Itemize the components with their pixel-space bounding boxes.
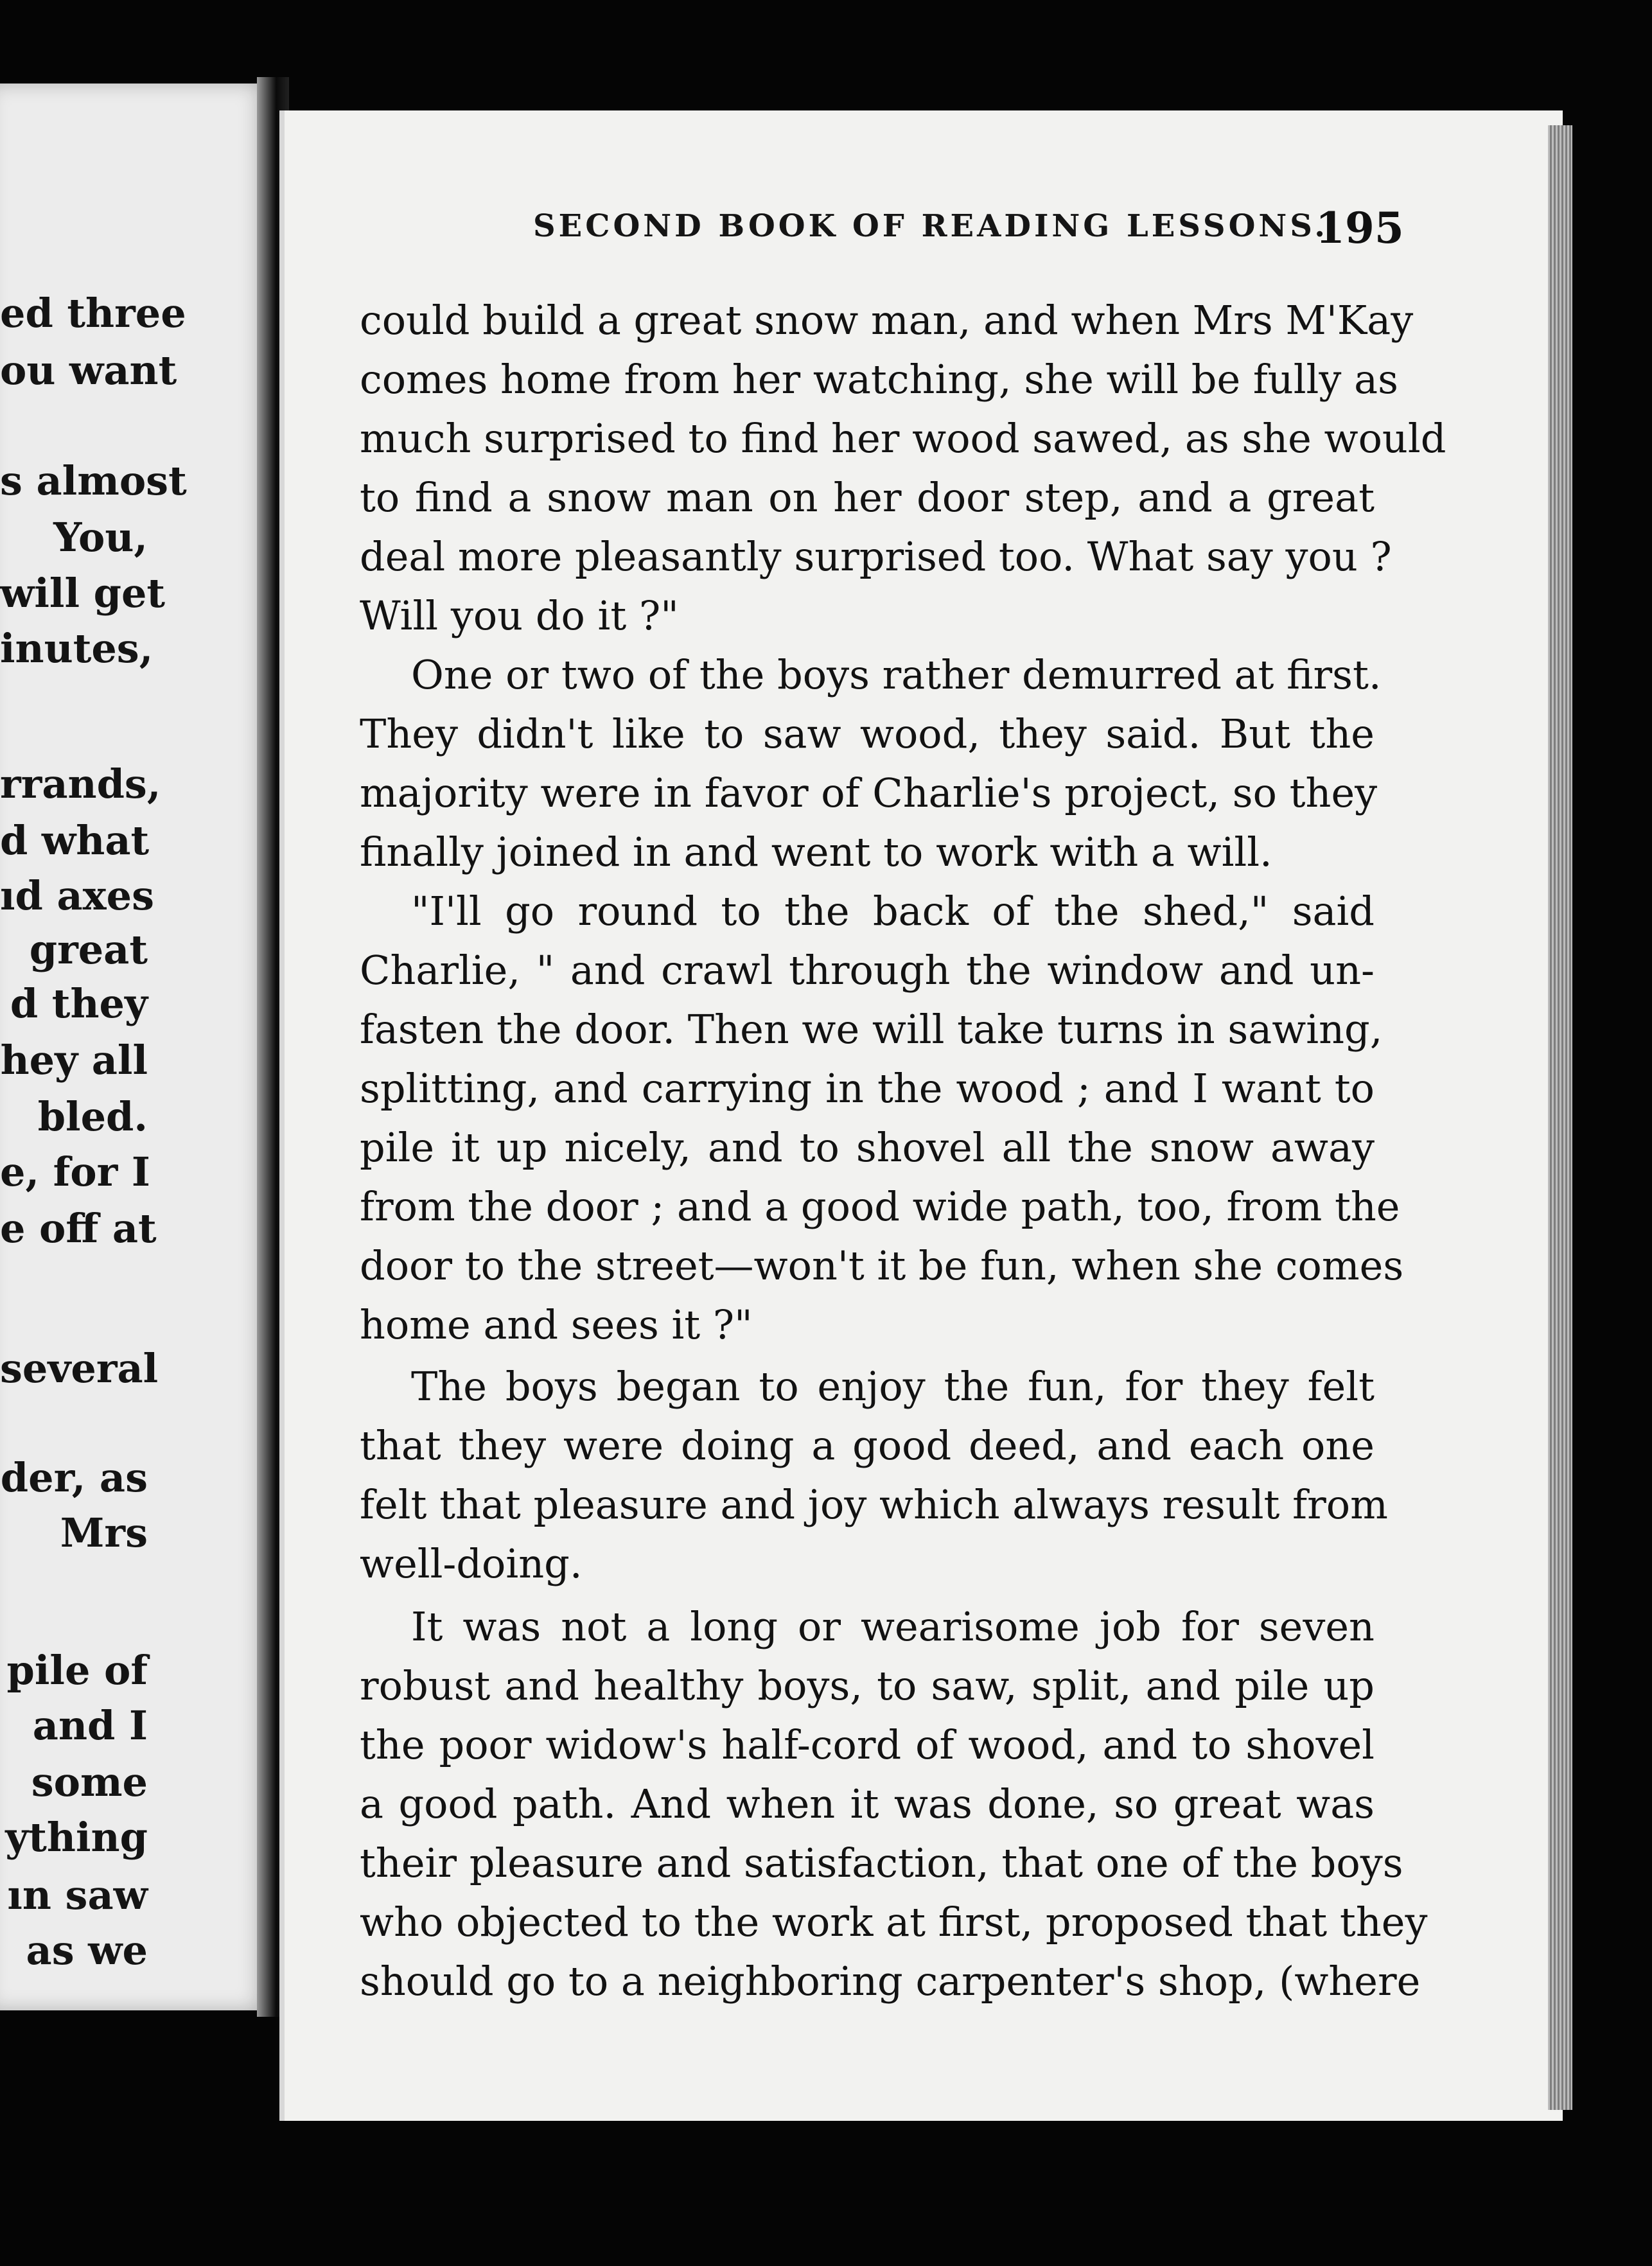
left-page-line: several bbox=[0, 1345, 159, 1392]
left-page bbox=[0, 83, 270, 2010]
text-line: to find a snow man on her door step, and a great bbox=[360, 474, 1375, 521]
text-line: Will you do it ?" bbox=[360, 592, 679, 639]
left-page-line: der, as bbox=[0, 1454, 148, 1501]
left-page-line: s almost bbox=[0, 457, 187, 504]
text-line: the poor widow's half-cord of wood, and to shovel bbox=[360, 1721, 1375, 1768]
left-page-line: inutes, bbox=[0, 625, 154, 672]
text-line: splitting, and carrying in the wood ; and I want to bbox=[360, 1065, 1375, 1112]
left-page-line: great bbox=[29, 926, 148, 973]
text-line: They didn't like to saw wood, they said. But the bbox=[360, 710, 1375, 757]
left-page-line: some bbox=[31, 1759, 148, 1805]
text-line: that they were doing a good deed, and each one bbox=[360, 1422, 1375, 1469]
left-page-line: ıd axes bbox=[0, 872, 154, 919]
left-page-line: as we bbox=[26, 1927, 148, 1974]
left-page-line: d they bbox=[10, 980, 148, 1027]
left-page-line: Mrs bbox=[60, 1509, 148, 1556]
running-head: SECOND BOOK OF READING LESSONS. bbox=[533, 208, 1328, 244]
page-number: 195 bbox=[1315, 203, 1404, 253]
text-line: who objected to the work at first, proposed that they bbox=[360, 1899, 1428, 1945]
left-page-line: e, for I bbox=[0, 1148, 150, 1195]
left-page-line: hey all bbox=[0, 1037, 148, 1084]
text-line: could build a great snow man, and when Mrs M'Kay bbox=[360, 297, 1414, 344]
text-line: majority were in favor of Charlie's project, so they bbox=[360, 769, 1378, 816]
page-edge bbox=[1548, 125, 1572, 2110]
paragraph-first-line: "I'll go round to the back of the shed," said bbox=[411, 888, 1375, 935]
left-page-line: will get bbox=[0, 570, 166, 617]
text-line: finally joined in and went to work with a will. bbox=[360, 829, 1272, 875]
text-line: from the door ; and a good wide path, too, from the bbox=[360, 1183, 1400, 1230]
text-line: should go to a neighboring carpenter's shop, (where bbox=[360, 1958, 1421, 2005]
left-page-line: ın saw bbox=[7, 1872, 148, 1919]
text-line: a good path. And when it was done, so great was bbox=[360, 1780, 1375, 1827]
text-line: fasten the door. Then we will take turns in sawing, bbox=[360, 1006, 1383, 1053]
text-line: comes home from her watching, she will be fully as bbox=[360, 356, 1398, 403]
paragraph-first-line: One or two of the boys rather demurred at first. bbox=[411, 651, 1382, 698]
paragraph-first-line: The boys began to enjoy the fun, for they felt bbox=[411, 1363, 1375, 1410]
text-line: robust and healthy boys, to saw, split, and pile up bbox=[360, 1662, 1375, 1709]
paragraph-first-line: It was not a long or wearisome job for seven bbox=[411, 1603, 1375, 1650]
left-page-line: ed three bbox=[0, 290, 186, 337]
text-line: Charlie, " and crawl through the window and un- bbox=[360, 947, 1375, 994]
left-page-line: pile of bbox=[6, 1647, 148, 1694]
text-line: pile it up nicely, and to shovel all the snow away bbox=[360, 1124, 1375, 1171]
text-line: door to the street—won't it be fun, when she comes bbox=[360, 1242, 1404, 1289]
text-line: home and sees it ?" bbox=[360, 1301, 753, 1348]
left-page-line: e off at bbox=[0, 1205, 157, 1252]
text-line: well-doing. bbox=[360, 1540, 583, 1587]
text-line: much surprised to find her wood sawed, as she would bbox=[360, 415, 1446, 462]
text-line: deal more pleasantly surprised too. What say you ? bbox=[360, 533, 1392, 580]
left-page-line: rrands, bbox=[0, 760, 161, 807]
left-page-line: ything bbox=[5, 1814, 148, 1861]
left-page-line: ou want bbox=[0, 347, 177, 394]
text-line: felt that pleasure and joy which always result from bbox=[360, 1481, 1388, 1528]
left-page-line: d what bbox=[0, 817, 150, 864]
left-page-line: You, bbox=[53, 514, 148, 561]
left-page-line: and I bbox=[32, 1702, 148, 1749]
text-line: their pleasure and satisfaction, that one of the boys bbox=[360, 1840, 1403, 1886]
left-page-line: bled. bbox=[37, 1093, 148, 1140]
